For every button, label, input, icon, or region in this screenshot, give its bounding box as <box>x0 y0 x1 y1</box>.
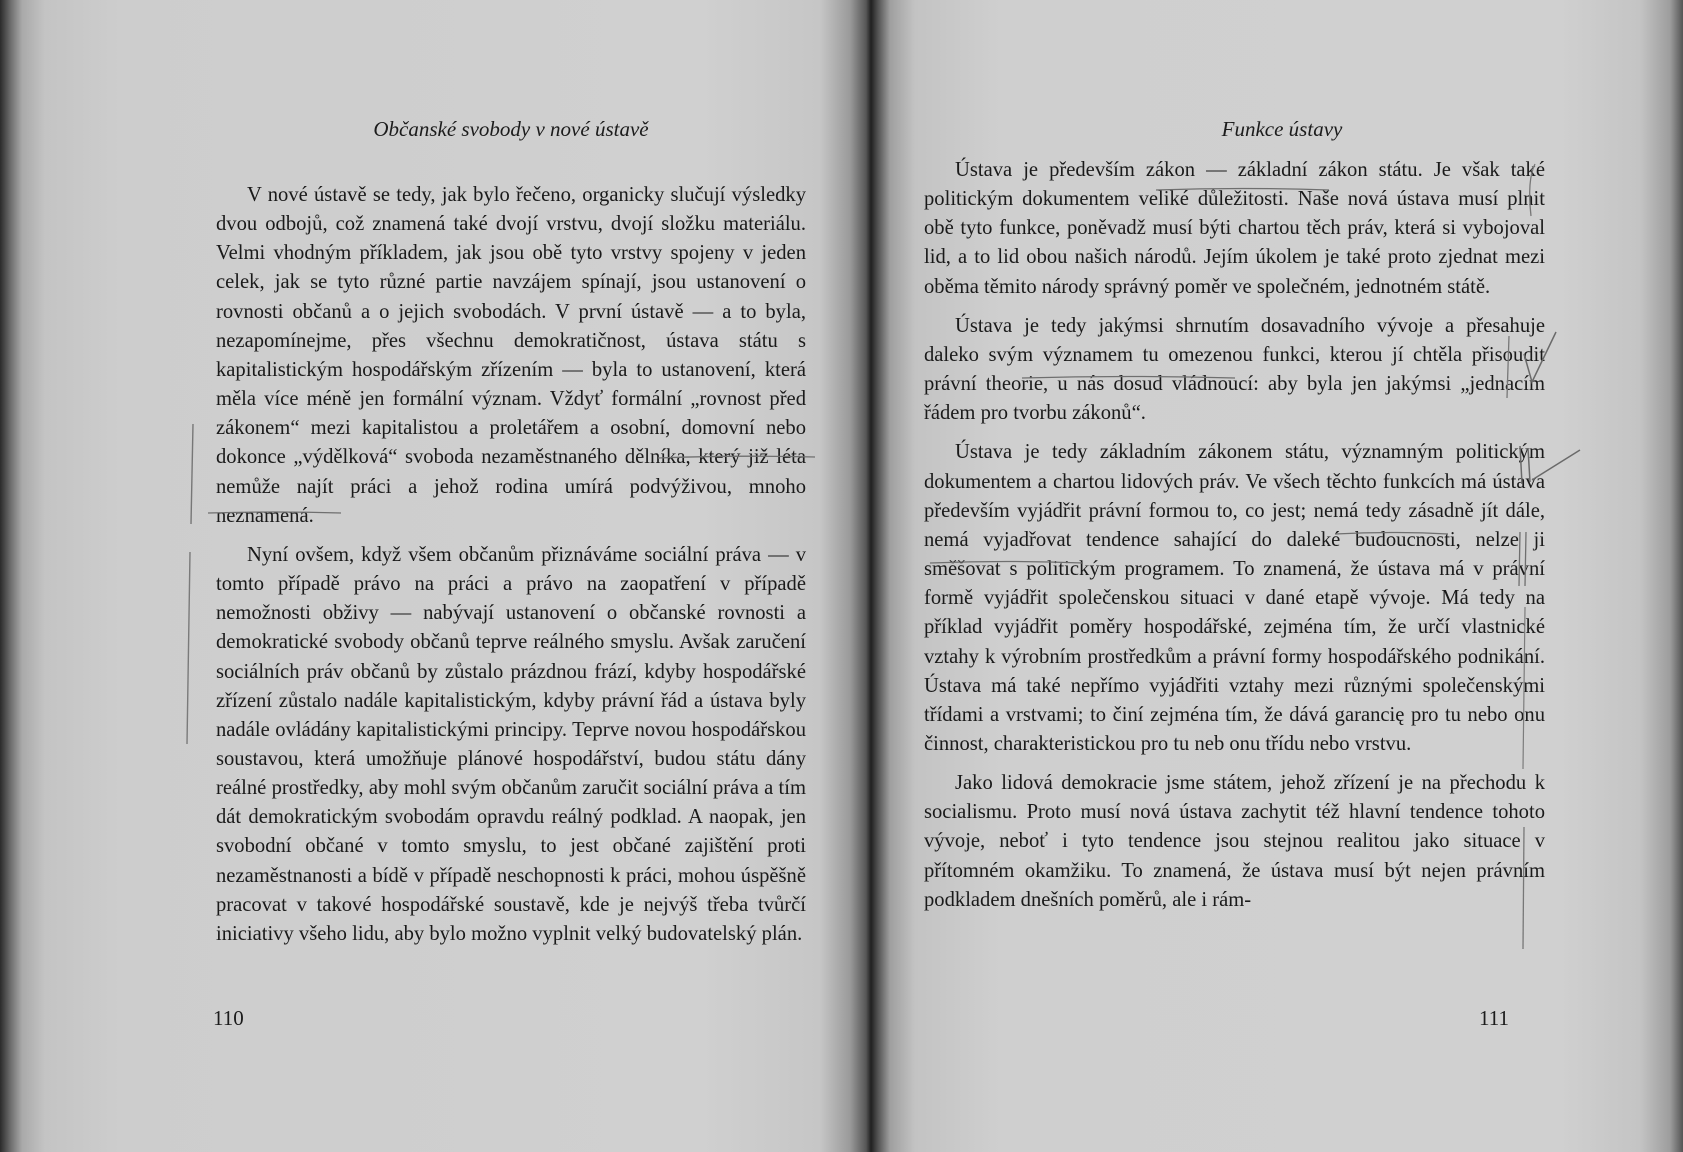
right-paragraph-2: Ústava je tedy jakýmsi shrnutím dosavadního vývoje a přesahuje daleko svým významem tu omezenou funkci, kterou jí chtěla přisoudit právní theorie, u nás dosud vládnoucí: aby byla jen jakýmsi „jednacím řádem pro tvorbu zákonů“. <box>924 314 1545 425</box>
left-body-text <box>216 181 806 959</box>
right-paragraph-3: Ústava je tedy základním zákonem státu, významným politickým dokumentem a chartou lidových práv. Ve všech těchto funkcích má ústava především vyjádřit právní formou to, co jest; nemá tedy zásadně jít dále, nemá vyjadřovat tendence sahající do daleké budoucnosti, nelze ji směšovat s politickým programem. To znamená, že ústava má v právní formě vyjádřit společenskou situaci v dané etapě vývoje. Má tedy na příklad vyjádřit poměry hospodářské, zejména tím, že určí vlastnické vztahy k výrobním prostředkům a právní formy hospodářského podnikání. Ústava má také nepřímo vyjádřiti vztahy mezi různými společenskými třídami a vrstvami; to činí zejména tím, že dává garancię pro tu nebo onu činnost, charakteristickou pro tu neb onu třídu nebo vrstvu. <box>924 441 1545 755</box>
pencil-margin-line-icon <box>180 548 200 748</box>
pencil-margin-line-icon <box>185 420 205 530</box>
left-paragraph-2: Nyní ovšem, když všem občanům přiznáváme sociální práva — v tomto případě právo na práci a právo na zaopatření v případě nemožnosti obživy — nabývají ustanovení o občanské rovnosti a demokratické svobody občanů teprve reálného smyslu. Avšak zaručení sociálních práv občanů by zůstalo prázdnou frází, kdyby hospodářské zřízení zůstalo nadále kapitalistickým, kdyby právní řád a ústava byly nadále ovládány kapitalistickými principy. Teprve novou hospodářskou soustavou, která umožňuje plánové hospodářství, budou státu dány reálné prostředky, aby mohl svým občanům zaručit sociální práva a tím dát demokratickým svobodám opravdu reálný podklad. A naopak, jen svobodní občané v tomto smyslu, to jest občané zajištění proti nezaměstnanosti a bídě v případě neschopnosti k práci, mohou úspěšně pracovat v takové hospodářské soustavě, kde je nejvýš třeba tvůrčí iniciativy všeho lidu, aby bylo možno vyplnit velký budovatelský plán. <box>216 543 806 945</box>
right-page-number: 111 <box>1479 1006 1509 1030</box>
left-paragraph-1: V nové ústavě se tedy, jak bylo řečeno, organicky slučují výsledky dvou odbojů, což znamená také dvojí vrstvu, dvojí složku materiálu. Velmi vhodným příkladem, jak jsou obě tyto vrstvy spojeny v jeden celek, jak se tyto různé partie navzájem spínají, jsou ustanovení o rovnosti občanů a o jejich svobodách. V první ústavě — a to byla, nezapomínejme, přes všechnu demokratičnost, ústava státu s kapitalistickým hospodářským zřízením — byla to ustanovení, která měla více méně jen formální význam. Vždyť formální „rovnost před zákonem“ mezi kapitalistou a proletářem a osobní, domovní nebo dokonce „výdělková“ svoboda nezaměstnaného dělníka, který již léta nemůže najít práci a jehož rodina umírá podvýživou, mnoho neznamená. <box>216 184 806 527</box>
right-paragraph-4: Jako lidová demokracie jsme státem, jehož zřízení je na přechodu k socialismu. Proto musí nová ústava zachytit též hlavní tendence tohoto vývoje, neboť i tyto tendence jsou stejnou realitou jako situace v přítomném okamžiku. To znamená, že ústava musí být nejen právním podkladem dnešních poměrů, ale i rám- <box>924 772 1545 911</box>
right-body-text <box>924 156 1545 925</box>
right-running-head: Funkce ústavy <box>1221 117 1343 141</box>
left-running-head: Občanské svobody v nové ústavě <box>373 117 649 141</box>
right-paragraph-1: Ústava je především zákon — základní zákon státu. Je však také politickým dokumentem veliké důležitosti. Naše nová ústava musí plnit obě tyto funkce, poněvadž musí býti chartou těch práv, která si vybojoval lid, a to lid obou našich národů. Jejím úkolem je také proto zjednat mezi oběma těmito národy správný poměr ve společném, jednotném státě. <box>924 159 1545 298</box>
right-page <box>877 0 1683 1152</box>
left-page-number: 110 <box>213 1006 244 1030</box>
